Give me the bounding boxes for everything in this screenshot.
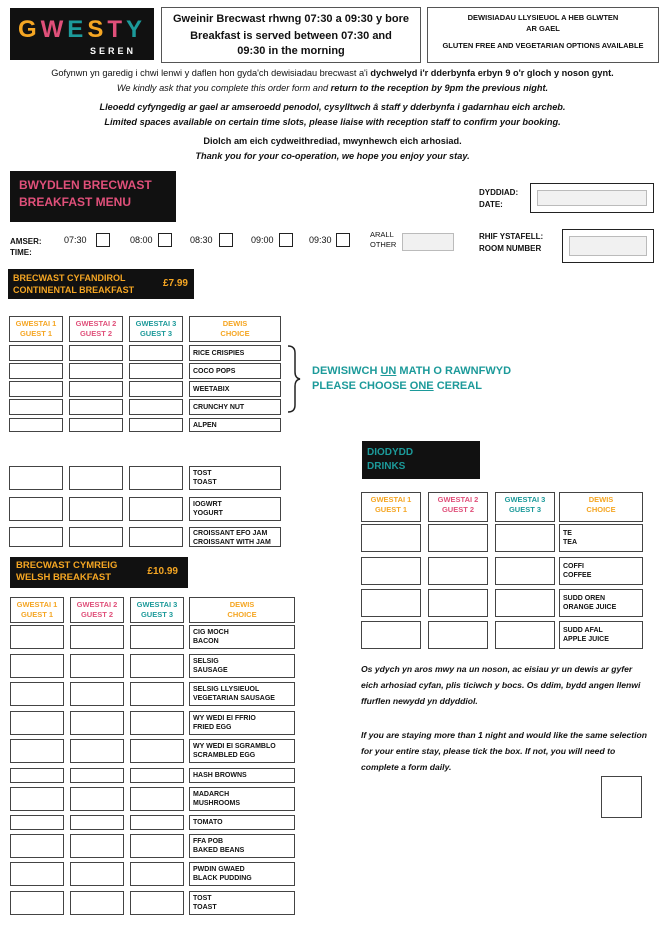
welsh-item-7-guest-2-box[interactable] (70, 787, 124, 811)
welsh-item-2-guest-3-box[interactable] (130, 654, 184, 678)
choice-header (559, 492, 643, 522)
item-label-welsh: WY WEDI EI FFRIO (193, 715, 256, 722)
continental-item-3-guest-1-box[interactable] (9, 527, 63, 547)
drink-4-label (559, 621, 643, 649)
item-label-welsh: SELSIG (193, 658, 219, 665)
item-label-english: TEA (563, 539, 577, 546)
item-label-english: ORANGE JUICE (563, 604, 617, 611)
date-field[interactable] (530, 183, 654, 213)
item-label-welsh: TE (563, 530, 572, 537)
guest-2-header (69, 316, 123, 342)
logo-letter: T (107, 16, 126, 43)
welsh-title-english: WELSH BREAKFAST (16, 572, 111, 583)
drink-3-guest-3-box[interactable] (495, 589, 555, 617)
continental-item-1-guest-1-box[interactable] (9, 466, 63, 490)
welsh-item-3-guest-3-box[interactable] (130, 682, 184, 706)
welsh-item-9-guest-1-box[interactable] (10, 834, 64, 858)
slot-label: 09:30 (309, 235, 332, 245)
welsh-item-9-label (189, 834, 295, 858)
welsh-item-1-label (189, 625, 295, 649)
welsh-breakfast-header (10, 557, 188, 588)
item-label-english: SAUSAGE (193, 667, 228, 674)
guest-1-header (361, 492, 421, 522)
drinks-title-welsh: DIODYDD (367, 447, 414, 458)
time-0800-checkbox[interactable] (158, 233, 172, 247)
guest-2-header (70, 597, 124, 623)
continental-item-2-guest-3-box[interactable] (129, 497, 183, 521)
welsh-title-welsh: BRECWAST CYMREIG (16, 560, 118, 571)
other-english: OTHER (370, 240, 397, 249)
logo-letter: S (87, 16, 108, 43)
welsh-item-6-guest-1-box[interactable] (10, 768, 64, 783)
welsh-item-8-guest-3-box[interactable] (130, 815, 184, 830)
cereal-brace-icon (286, 345, 302, 413)
continental-item-3-guest-3-box[interactable] (129, 527, 183, 547)
continental-title-english: CONTINENTAL BREAKFAST (13, 285, 135, 295)
welsh-item-10-label (189, 862, 295, 886)
cereal-note-welsh-end: MATH O RAWNFWYD (396, 365, 512, 377)
cereal-item-5: ALPEN (189, 418, 281, 432)
stay-note-english: If you are staying more than 1 night and would like the same selection for your entire stay, please tick the box. If not, you will need to complete a form daily. (361, 730, 648, 772)
guest-label-welsh: GWESTAI 1 (370, 495, 412, 504)
guest-3-header (129, 316, 183, 342)
welsh-item-6-label (189, 768, 295, 783)
time-label-english: TIME: (10, 248, 32, 257)
guest-label-welsh: GWESTAI 2 (437, 495, 479, 504)
thanks-welsh: Diolch am eich cydweithrediad, mwynhewch eich arhosiad. (203, 136, 462, 146)
item-label-english: MUSHROOMS (193, 800, 241, 807)
cereal-1-guest-3-box[interactable] (129, 345, 183, 361)
item-label-welsh: MADARCH (193, 791, 230, 798)
logo-subtitle: SEREN (89, 46, 136, 56)
welsh-item-4-guest-3-box[interactable] (130, 711, 184, 735)
item-label-english: BACON (193, 638, 219, 645)
item-label-english: TOAST (193, 479, 217, 486)
intro-english-bold: return to the reception by 9pm the previous night. (330, 83, 549, 93)
item-label-welsh: SUDD AFAL (563, 627, 603, 634)
guest-label-welsh: GWESTAI 3 (136, 600, 178, 609)
welsh-item-10-guest-1-box[interactable] (10, 862, 64, 886)
item-label-welsh: SELSIG LLYSIEUOL (193, 686, 260, 693)
guest-2-header (428, 492, 488, 522)
cereal-item-4: CRUNCHY NUT (189, 399, 281, 415)
other-time-field[interactable] (402, 233, 454, 251)
welsh-item-5-guest-2-box[interactable] (70, 739, 124, 763)
guest-label-english: GUEST 2 (80, 610, 114, 619)
date-label (479, 187, 518, 211)
cereal-2-guest-3-box[interactable] (129, 363, 183, 379)
cereal-4-guest-3-box[interactable] (129, 399, 183, 415)
choice-label-welsh: DEWIS (222, 319, 248, 328)
hours-welsh: Gweinir Brecwast rhwng 07:30 a 09:30 y bore (173, 13, 409, 25)
guest-3-header (495, 492, 555, 522)
welsh-item-5-guest-1-box[interactable] (10, 739, 64, 763)
item-label-welsh: PWDIN GWAED (193, 866, 245, 873)
drinks-header (362, 441, 480, 479)
welsh-item-11-guest-2-box[interactable] (70, 891, 124, 915)
choice-label-english: CHOICE (220, 329, 250, 338)
welsh-item-10-guest-3-box[interactable] (130, 862, 184, 886)
guest-label-welsh: GWESTAI 1 (15, 319, 57, 328)
menu-title-welsh: BWYDLEN BRECWAST (19, 178, 152, 192)
cereal-4-guest-2-box[interactable] (69, 399, 123, 415)
welsh-item-1-guest-1-box[interactable] (10, 625, 64, 649)
welsh-item-1-guest-2-box[interactable] (70, 625, 124, 649)
choice-label-welsh: DEWIS (588, 495, 614, 504)
guest-label-welsh: GWESTAI 1 (16, 600, 58, 609)
continental-item-2-guest-2-box[interactable] (69, 497, 123, 521)
cereal-note-english: PLEASE CHOOSE (312, 380, 410, 392)
guest-label-english: GUEST 1 (20, 610, 54, 619)
drink-2-guest-2-box[interactable] (428, 557, 488, 585)
intro-welsh (0, 66, 665, 81)
logo-wordmark (10, 16, 154, 44)
welsh-item-2-guest-2-box[interactable] (70, 654, 124, 678)
drink-2-label (559, 557, 643, 585)
continental-header (8, 269, 194, 299)
welsh-item-6-guest-3-box[interactable] (130, 768, 184, 783)
cereal-1-guest-2-box[interactable] (69, 345, 123, 361)
cereal-3-guest-2-box[interactable] (69, 381, 123, 397)
drinks-title-english: DRINKS (367, 461, 406, 472)
guest-label-english: GUEST 1 (374, 505, 408, 514)
item-label-english: TOAST (193, 904, 217, 911)
breakfast-menu-title (10, 171, 176, 222)
cereal-5-guest-1-box[interactable] (9, 418, 63, 432)
slot-label: 09:00 (251, 235, 274, 245)
welsh-item-11-guest-1-box[interactable] (10, 891, 64, 915)
room-label (479, 231, 543, 255)
welsh-item-11-guest-3-box[interactable] (130, 891, 184, 915)
time-label (10, 236, 42, 258)
item-label-english: FRIED EGG (193, 724, 232, 731)
welsh-item-8-guest-1-box[interactable] (10, 815, 64, 830)
item-label-english: COFFEE (563, 572, 592, 579)
continental-item-1-guest-2-box[interactable] (69, 466, 123, 490)
drink-4-guest-3-box[interactable] (495, 621, 555, 649)
item-label-welsh: COFFI (563, 563, 584, 570)
drink-3-guest-1-box[interactable] (361, 589, 421, 617)
guest-label-welsh: GWESTAI 3 (504, 495, 546, 504)
time-slot-0730[interactable] (64, 235, 87, 245)
choice-label-english: CHOICE (227, 610, 257, 619)
thanks-english: Thank you for your co-operation, we hope you enjoy your stay. (195, 151, 470, 161)
logo-letter: G (17, 16, 41, 43)
choice-label-english: CHOICE (586, 505, 616, 514)
logo-letter: Y (126, 16, 147, 43)
stay-note-welsh: Os ydych yn aros mwy na un noson, ac eisiau yr un dewis ar gyfer eich arhosiad cyfan, plis ticiwch y bocs. Os ddim, bydd angen llenwi ffurflen newydd yn ddyddiol. (361, 664, 641, 706)
other-time-label (370, 230, 396, 250)
item-label-english: SCRAMBLED EGG (193, 752, 256, 759)
item-label-welsh: CROISSANT EFO JAM (193, 530, 268, 537)
welsh-item-9-guest-2-box[interactable] (70, 834, 124, 858)
drink-1-guest-2-box[interactable] (428, 524, 488, 552)
cereal-3-guest-1-box[interactable] (9, 381, 63, 397)
item-label-english: APPLE JUICE (563, 636, 609, 643)
cereal-item-2: COCO POPS (189, 363, 281, 379)
time-0900-checkbox[interactable] (279, 233, 293, 247)
guest-3-header (130, 597, 184, 623)
cereal-4-guest-1-box[interactable] (9, 399, 63, 415)
time-slot-0800[interactable] (130, 235, 153, 245)
logo-letter: E (67, 16, 88, 43)
continental-item-2-guest-1-box[interactable] (9, 497, 63, 521)
same-selection-checkbox[interactable] (601, 776, 642, 818)
cereal-item-1: RICE CRISPIES (189, 345, 281, 361)
slot-label: 07:30 (64, 235, 87, 245)
guest-label-english: GUEST 3 (508, 505, 542, 514)
diet-welsh-line1: DEWISIADAU LLYSIEUOL A HEB GLWTEN (467, 13, 619, 22)
welsh-item-9-guest-3-box[interactable] (130, 834, 184, 858)
intro-english (0, 81, 665, 96)
limited-spaces-english: Limited spaces available on certain time slots, please liaise with reception staff to confirm your booking. (104, 117, 561, 127)
item-label-english: BLACK PUDDING (193, 875, 252, 882)
welsh-item-3-guest-2-box[interactable] (70, 682, 124, 706)
cereal-note-welsh: DEWISIWCH (312, 365, 381, 377)
date-label-english: DATE: (479, 200, 503, 209)
guest-label-english: GUEST 2 (441, 505, 475, 514)
date-label-welsh: DYDDIAD: (479, 188, 519, 197)
drink-3-guest-2-box[interactable] (428, 589, 488, 617)
room-label-english: ROOM NUMBER (479, 244, 542, 253)
intro-english-text: We kindly ask that you complete this order form and (116, 83, 331, 93)
time-slot-0830[interactable] (190, 235, 213, 245)
welsh-item-3-guest-1-box[interactable] (10, 682, 64, 706)
drink-1-guest-3-box[interactable] (495, 524, 555, 552)
guest-label-english: GUEST 2 (79, 329, 113, 338)
item-label-welsh: CIG MOCH (193, 629, 229, 636)
drink-4-guest-2-box[interactable] (428, 621, 488, 649)
item-label-welsh: HASH BROWNS (193, 772, 247, 779)
time-0930-checkbox[interactable] (336, 233, 350, 247)
item-label-welsh: WY WEDI EI SGRAMBLO (193, 743, 276, 750)
cereal-note-welsh-underline: UN (380, 365, 397, 377)
welsh-price: £10.99 (147, 566, 178, 577)
drink-1-guest-1-box[interactable] (361, 524, 421, 552)
cereal-2-guest-2-box[interactable] (69, 363, 123, 379)
drink-3-label (559, 589, 643, 617)
welsh-item-6-guest-2-box[interactable] (70, 768, 124, 783)
diet-english: GLUTEN FREE AND VEGETARIAN OPTIONS AVAILABLE (442, 41, 644, 50)
intro-welsh-text: Gofynwn yn garedig i chwi lenwi y daflen hon gyda'ch dewisiadau brecwast a'i (51, 68, 371, 78)
item-label-welsh: TOST (193, 895, 212, 902)
cereal-1-guest-1-box[interactable] (9, 345, 63, 361)
guest-label-english: GUEST 3 (140, 610, 174, 619)
hours-english-line2: 09:30 in the morning (237, 45, 345, 57)
drink-2-guest-1-box[interactable] (361, 557, 421, 585)
welsh-item-5-label (189, 739, 295, 763)
welsh-item-8-label (189, 815, 295, 830)
gwesty-logo (10, 8, 154, 60)
welsh-item-10-guest-2-box[interactable] (70, 862, 124, 886)
item-label-english: YOGURT (193, 510, 223, 517)
welsh-item-8-guest-2-box[interactable] (70, 815, 124, 830)
welsh-item-5-guest-3-box[interactable] (130, 739, 184, 763)
welsh-item-7-label (189, 787, 295, 811)
time-0730-checkbox[interactable] (96, 233, 110, 247)
continental-item-3-label (189, 527, 281, 547)
welsh-item-7-guest-3-box[interactable] (130, 787, 184, 811)
continental-price: £7.99 (162, 278, 188, 289)
guest-label-english: GUEST 1 (19, 329, 53, 338)
welsh-item-4-guest-2-box[interactable] (70, 711, 124, 735)
dietary-options-box (427, 7, 659, 63)
room-field-fill (569, 236, 647, 256)
welsh-item-11-label (189, 891, 295, 915)
choice-header (189, 316, 281, 342)
time-0830-checkbox[interactable] (219, 233, 233, 247)
welsh-item-4-label (189, 711, 295, 735)
logo-letter: W (40, 16, 68, 43)
other-welsh: ARALL (370, 230, 394, 239)
room-label-welsh: RHIF YSTAFELL: (479, 232, 544, 241)
room-number-field[interactable] (562, 229, 654, 263)
welsh-item-2-guest-1-box[interactable] (10, 654, 64, 678)
item-label-welsh: FFA POB (193, 838, 224, 845)
item-label-english: VEGETARIAN SAUSAGE (193, 695, 275, 702)
welsh-item-1-guest-3-box[interactable] (130, 625, 184, 649)
cereal-note (312, 364, 511, 394)
time-slot-0930[interactable] (309, 235, 332, 245)
cereal-2-guest-1-box[interactable] (9, 363, 63, 379)
cereal-3-guest-3-box[interactable] (129, 381, 183, 397)
hours-english-line1: Breakfast is served between 07:30 and (190, 30, 392, 42)
guest-label-welsh: GWESTAI 2 (75, 319, 117, 328)
guest-1-header (9, 316, 63, 342)
item-label-english: CROISSANT WITH JAM (193, 539, 271, 546)
item-label-welsh: TOMATO (193, 819, 223, 826)
limited-spaces-welsh: Lleoedd cyfyngedig ar gael ar amseroedd penodol, cysylltwch â staff y dderbynfa i gadarnhau eich archeb. (99, 102, 566, 112)
slot-label: 08:30 (190, 235, 213, 245)
choice-label-welsh: DEWIS (229, 600, 255, 609)
item-label-welsh: TOST (193, 470, 212, 477)
menu-title-english: BREAKFAST MENU (19, 195, 132, 209)
choice-header (189, 597, 295, 623)
continental-title-welsh: BRECWAST CYFANDIROL (13, 273, 126, 283)
welsh-item-3-label (189, 682, 295, 706)
continental-item-1-label (189, 466, 281, 490)
cereal-note-english-end: CEREAL (433, 380, 482, 392)
time-slot-0900[interactable] (251, 235, 274, 245)
continental-item-3-guest-2-box[interactable] (69, 527, 123, 547)
date-field-fill (537, 190, 647, 206)
welsh-item-4-guest-1-box[interactable] (10, 711, 64, 735)
intro-welsh-bold: dychwelyd i'r dderbynfa erbyn 9 o'r gloch y noson gynt. (370, 68, 614, 78)
time-label-welsh: AMSER: (10, 237, 42, 246)
welsh-item-7-guest-1-box[interactable] (10, 787, 64, 811)
guest-label-welsh: GWESTAI 3 (135, 319, 177, 328)
diet-welsh-line2: AR GAEL (526, 24, 560, 33)
welsh-item-2-label (189, 654, 295, 678)
cereal-5-guest-2-box[interactable] (69, 418, 123, 432)
slot-label: 08:00 (130, 235, 153, 245)
cereal-note-english-underline: ONE (409, 380, 434, 392)
continental-item-1-guest-3-box[interactable] (129, 466, 183, 490)
continental-item-2-label (189, 497, 281, 521)
item-label-welsh: SUDD OREN (563, 595, 606, 602)
drink-4-guest-1-box[interactable] (361, 621, 421, 649)
cereal-item-3: WEETABIX (189, 381, 281, 397)
item-label-english: BAKED BEANS (193, 847, 245, 854)
guest-label-english: GUEST 3 (139, 329, 173, 338)
drink-2-guest-3-box[interactable] (495, 557, 555, 585)
guest-label-welsh: GWESTAI 2 (76, 600, 118, 609)
breakfast-hours-box (161, 7, 421, 63)
cereal-5-guest-3-box[interactable] (129, 418, 183, 432)
drink-1-label (559, 524, 643, 552)
item-label-welsh: IOGWRT (193, 501, 222, 508)
guest-1-header (10, 597, 64, 623)
